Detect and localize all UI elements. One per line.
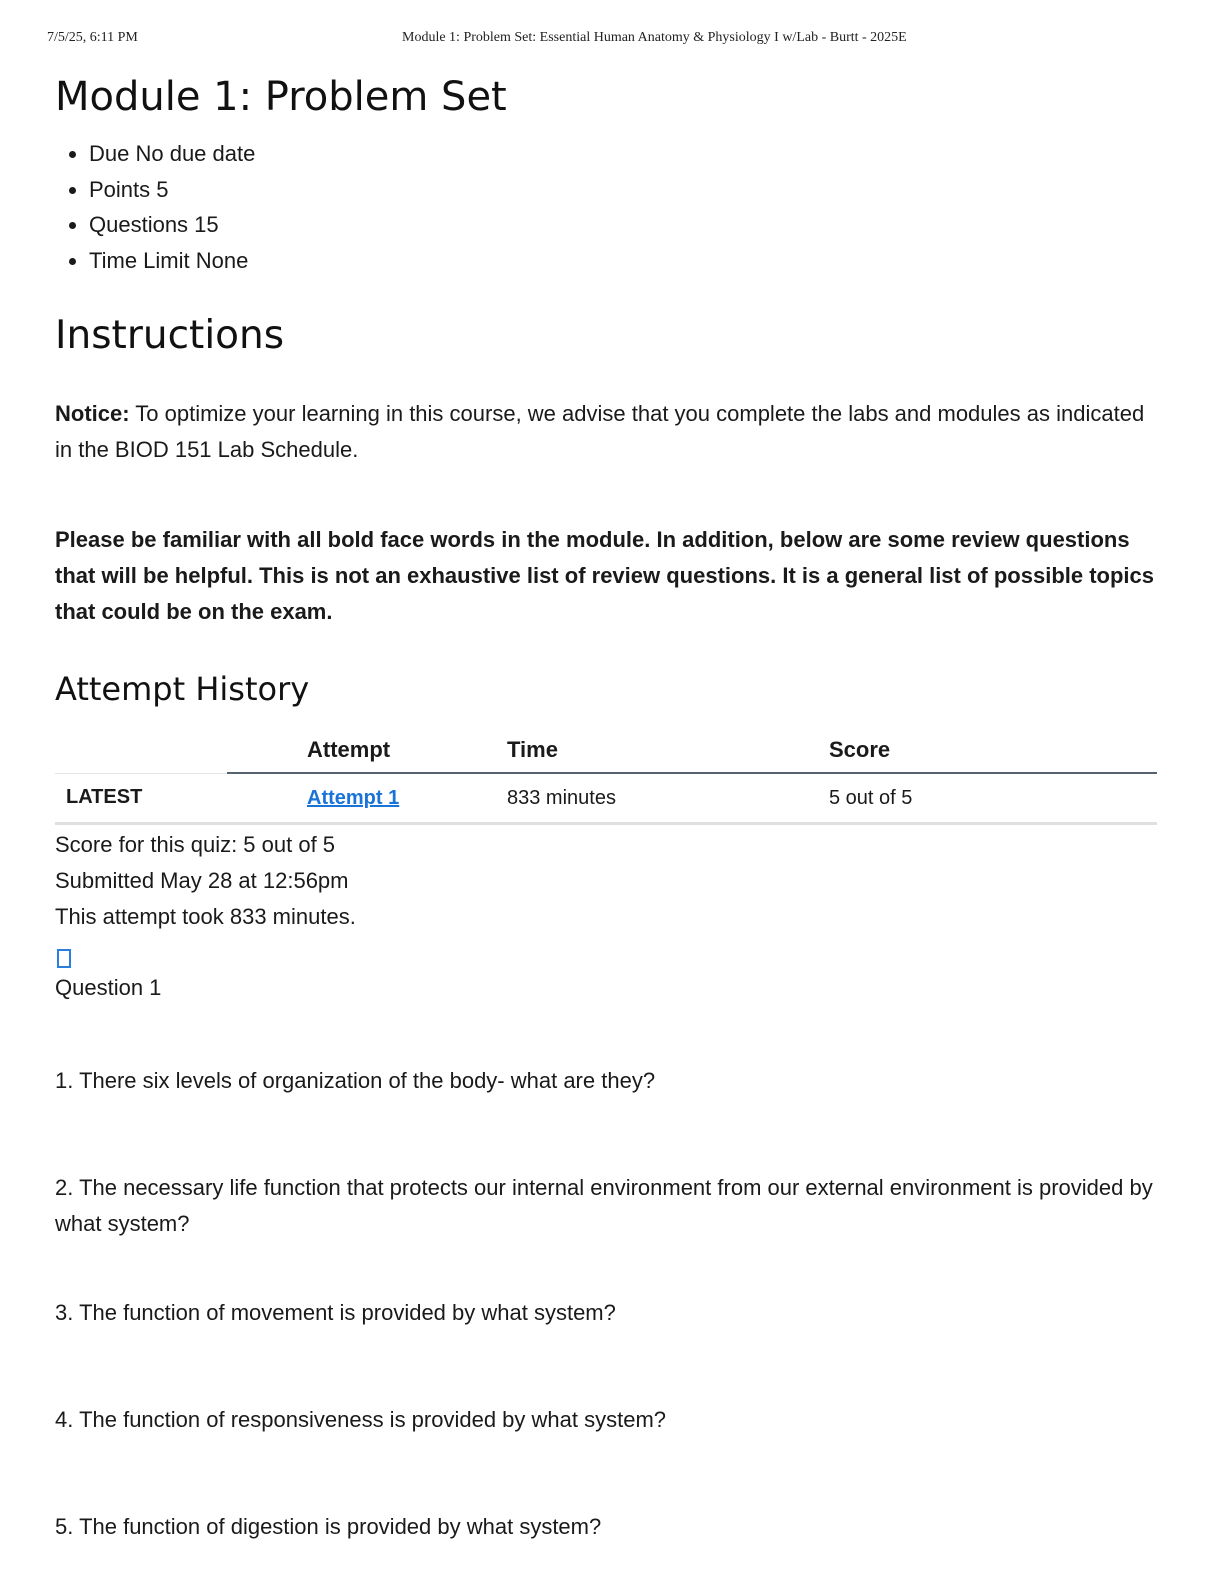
attempt-status: LATEST bbox=[55, 773, 227, 824]
attempt-history-table bbox=[55, 728, 1157, 825]
detail-points: • Points 5 bbox=[89, 172, 1157, 208]
duration-line: This attempt took 833 minutes. bbox=[55, 904, 356, 929]
attempt-score: 5 out of 5 bbox=[829, 773, 1157, 824]
result-summary bbox=[55, 827, 1157, 935]
list-item: 4. The function of responsiveness is provided by what system? bbox=[55, 1407, 667, 1432]
notice-label: Notice: bbox=[55, 401, 130, 426]
score-line: Score for this quiz: 5 out of 5 bbox=[55, 832, 336, 857]
print-document-title: Module 1: Problem Set: Essential Human Anatomy & Physiology I w/Lab - Burtt - 2025E bbox=[402, 30, 907, 45]
attempt-cell bbox=[227, 773, 507, 824]
list-item: 3. The function of movement is provided by what system? bbox=[55, 1300, 616, 1325]
quiz-content bbox=[55, 70, 1157, 1539]
instructions-heading: Instructions bbox=[55, 313, 285, 358]
detail-questions: • Questions 15 bbox=[89, 207, 1157, 243]
notice-text: To optimize your learning in this course, we advise that you complete the labs and modules as indicated in the BIOD 151 Lab Schedule. bbox=[55, 401, 1145, 462]
question-label: Question 1 bbox=[55, 975, 162, 1000]
flag-icon[interactable] bbox=[57, 949, 71, 968]
review-note: Please be familiar with all bold face words in the module. In addition, below are some review questions that will be helpful. This is not an exhaustive list of review questions. It is a general list of possible topics that could be on the exam. bbox=[55, 527, 1155, 624]
page-title: Module 1: Problem Set bbox=[55, 74, 507, 120]
detail-time-limit: • Time Limit None bbox=[89, 243, 1157, 279]
attempt-history-heading: Attempt History bbox=[55, 670, 310, 708]
column-header-status bbox=[55, 728, 227, 773]
print-date: 7/5/25, 6:11 PM bbox=[47, 30, 138, 45]
question-flag-wrapper bbox=[55, 935, 1157, 973]
table-row bbox=[55, 773, 1157, 824]
table-header-row bbox=[55, 728, 1157, 773]
column-header-score: Score bbox=[829, 728, 1157, 773]
list-item: 2. The necessary life function that protects our internal environment from our external environment is provided by what system? bbox=[55, 1175, 1153, 1236]
notice-paragraph bbox=[55, 396, 1157, 468]
quiz-details-list bbox=[55, 136, 1157, 278]
column-header-time: Time bbox=[507, 728, 829, 773]
submitted-line: Submitted May 28 at 12:56pm bbox=[55, 868, 349, 893]
detail-due: • Due No due date bbox=[89, 136, 1157, 172]
print-header bbox=[47, 30, 1177, 50]
column-header-attempt: Attempt bbox=[227, 728, 507, 773]
attempt-time: 833 minutes bbox=[507, 773, 829, 824]
list-item: 5. The function of digestion is provided by what system? bbox=[55, 1514, 602, 1539]
attempt-link[interactable]: Attempt 1 bbox=[307, 786, 400, 809]
list-item: 1. There six levels of organization of the body- what are they? bbox=[55, 1068, 656, 1093]
